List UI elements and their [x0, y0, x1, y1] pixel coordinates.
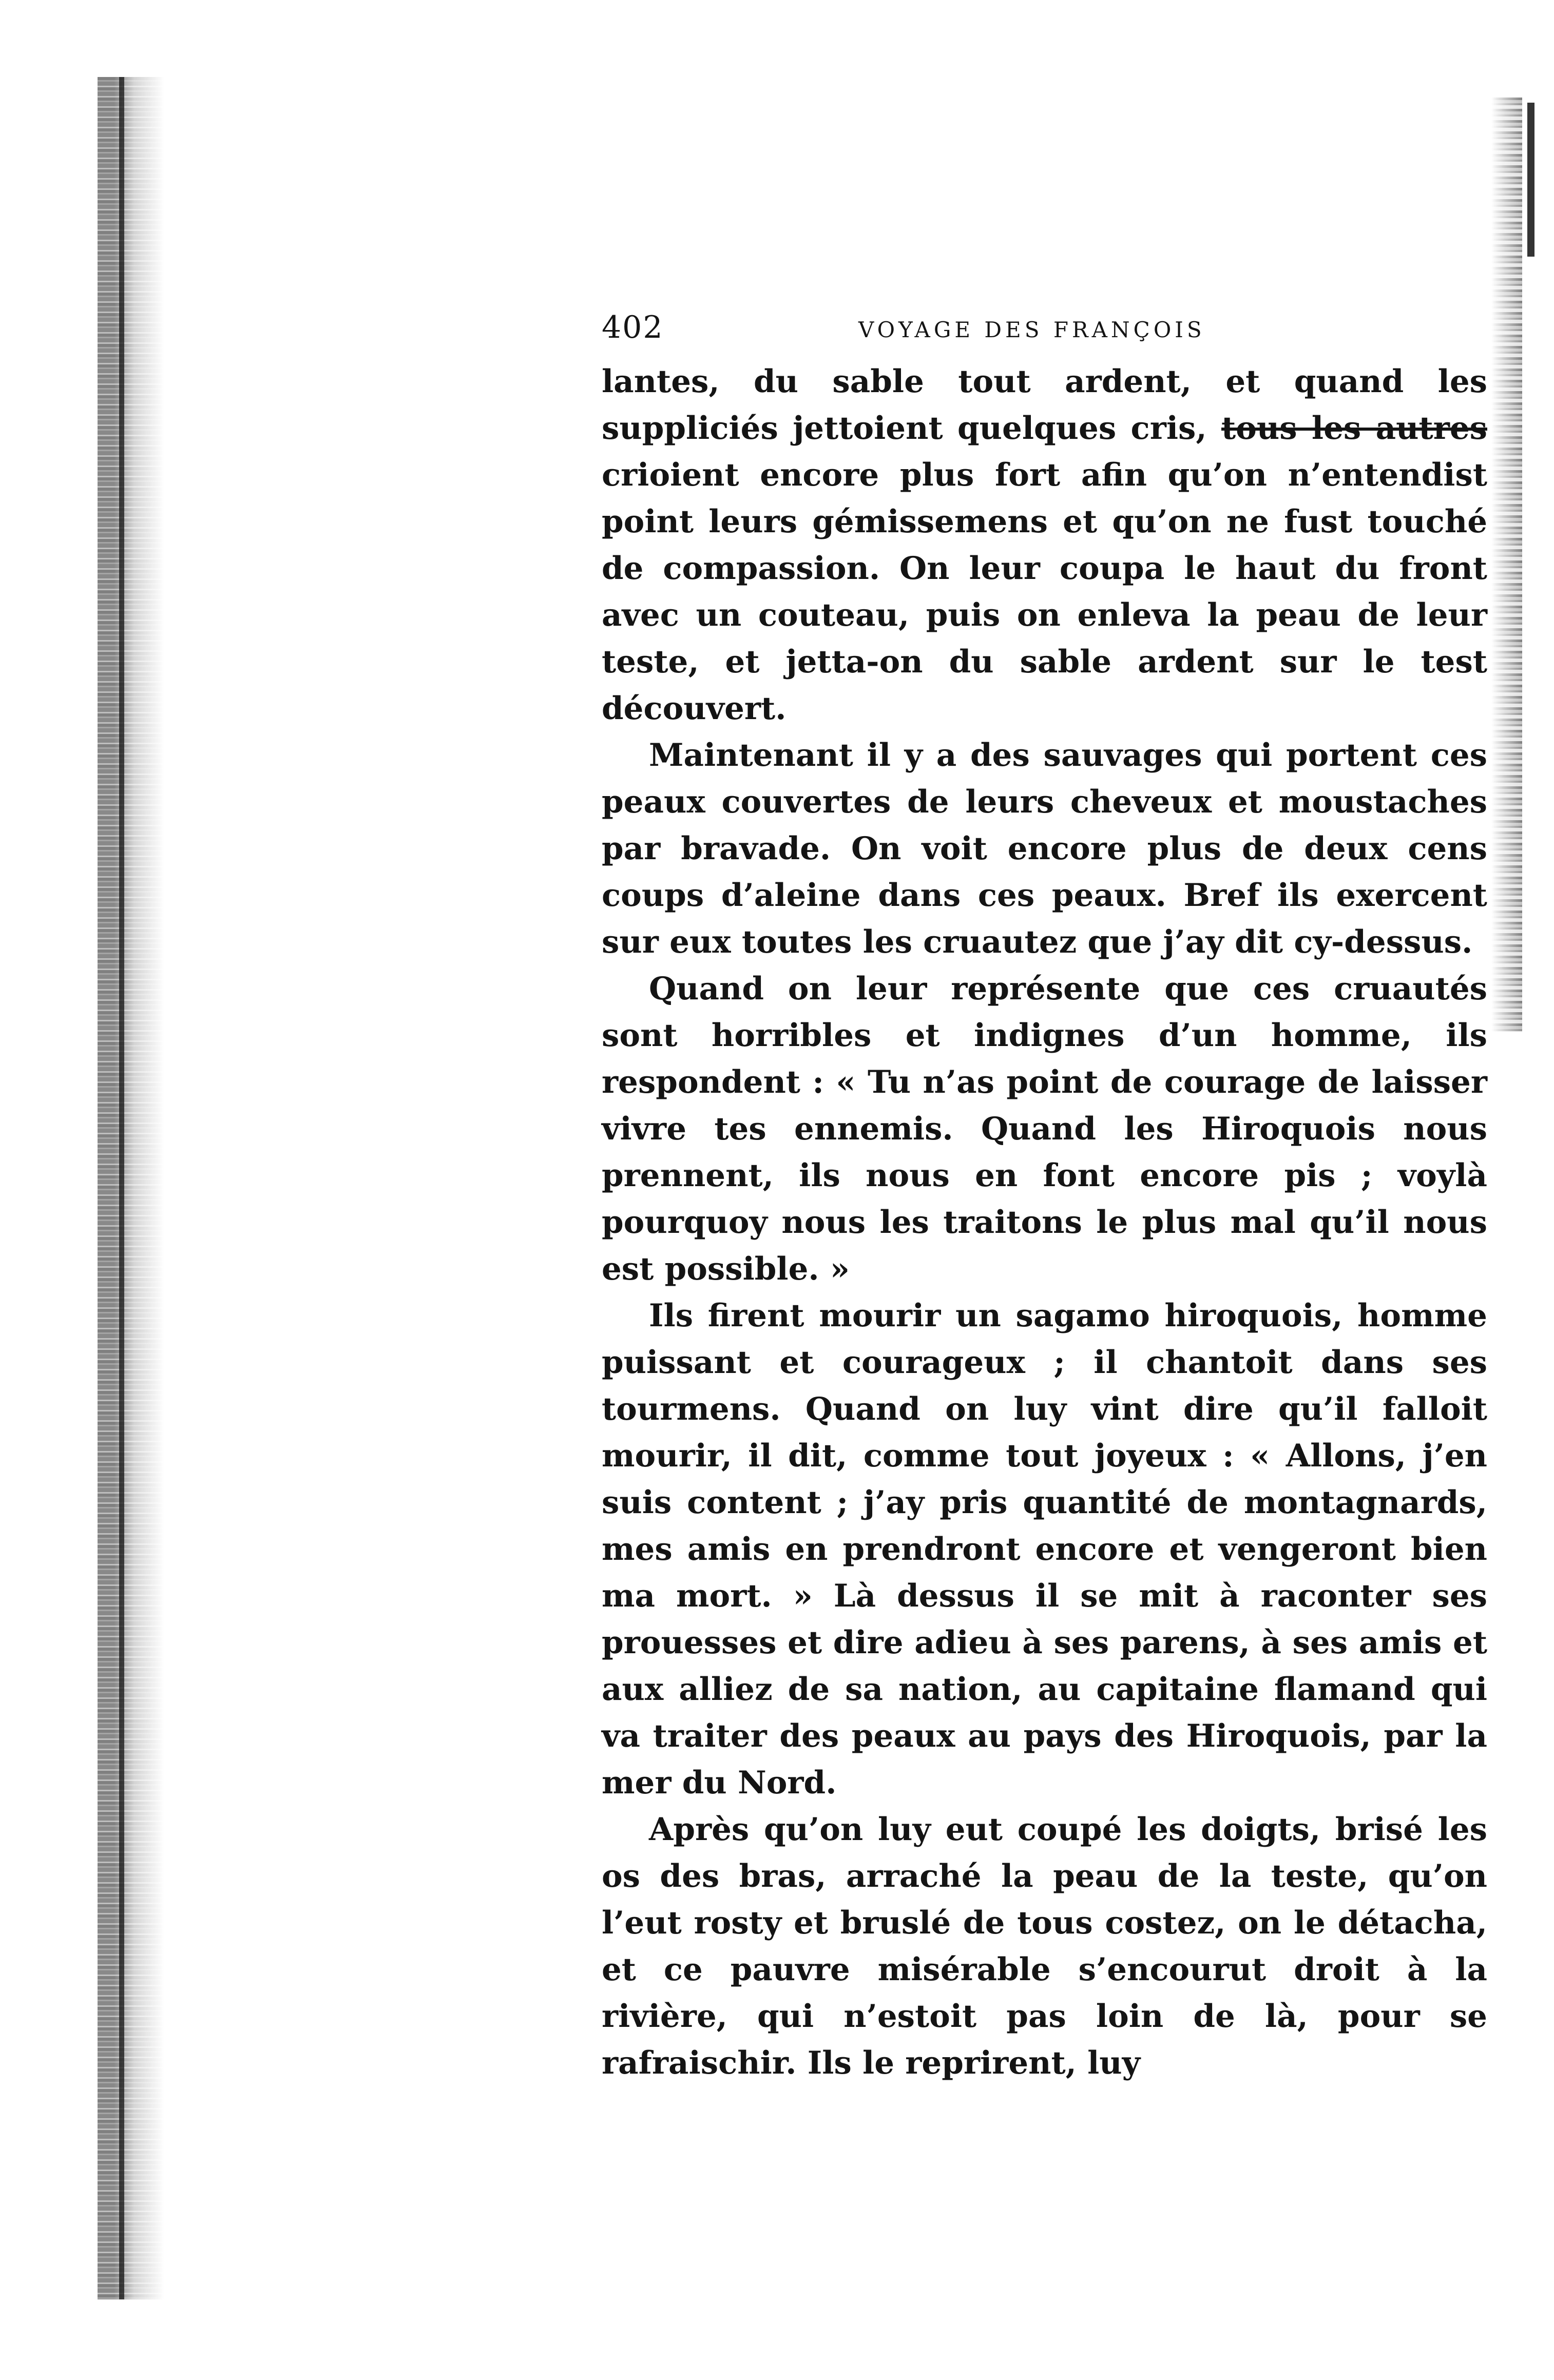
paragraph-1-text-b: crioient encore plus fort afin qu’on n’entendist point leurs gémissemens et qu’on ne fust touché de compassion. On leur coupa le haut du front avec un couteau, puis on enleva la peau de leur teste, et jetta-on du sable ardent sur le test découvert. — [602, 457, 1487, 727]
struck-through-text: tous les autres — [1221, 410, 1487, 447]
scan-binding-line-left — [119, 77, 124, 2299]
body-text — [602, 358, 1487, 2086]
page-number: 402 — [602, 309, 664, 345]
paragraph-1-text-a: lantes, du sable tout ardent, et quand les suppliciés jettoient quelques cris, — [602, 363, 1487, 447]
paragraph-1 — [602, 358, 1487, 732]
book-page — [602, 307, 1487, 2247]
scan-edge-shadow-right — [1491, 98, 1522, 1032]
paragraph-3: Quand on leur représente que ces cruautés sont horribles et indignes d’un homme, ils respondent : « Tu n’as point de courage de laisser vivre tes ennemis. Quand les Hiroquois nous prennent, ils nous en font encore pis ; voylà pourquoy nous les traitons le plus mal qu’il nous est possible. » — [602, 971, 1487, 1287]
paragraph-2: Maintenant il y a des sauvages qui portent ces peaux couvertes de leurs cheveux et moustaches par bravade. On voit encore plus de deux cens coups d’aleine dans ces peaux. Bref ils exercent sur eux toutes les cruautez que j’ay dit cy-dessus. — [602, 737, 1487, 960]
scan-binding-shadow-left — [98, 77, 164, 2299]
scan-edge-bar-right — [1527, 103, 1534, 257]
running-title: VOYAGE DES FRANÇOIS — [858, 317, 1205, 342]
paragraph-5: Après qu’on luy eut coupé les doigts, brisé les os des bras, arraché la peau de la teste, qu’on l’eut rosty et bruslé de tous costez, on le détacha, et ce pauvre misérable s’encourut droit à la rivière, qui n’estoit pas loin de là, pour se rafraischir. Ils le reprirent, luy — [602, 1811, 1487, 2081]
paragraph-4: Ils firent mourir un sagamo hiroquois, homme puissant et courageux ; il chantoit dans ses tourmens. Quand on luy vint dire qu’il falloit mourir, il dit, comme tout joyeux : « Allons, j’en suis content ; j’ay pris quantité de montagnards, mes amis en prendront encore et vengeront bien ma mort. » Là dessus il se mit à raconter ses prouesses et dire adieu à ses parens, à ses amis et aux alliez de sa nation, au capitaine flamand qui va traiter des peaux au pays des Hiroquois, par la mer du Nord. — [602, 1298, 1487, 1801]
running-head — [602, 307, 1487, 358]
